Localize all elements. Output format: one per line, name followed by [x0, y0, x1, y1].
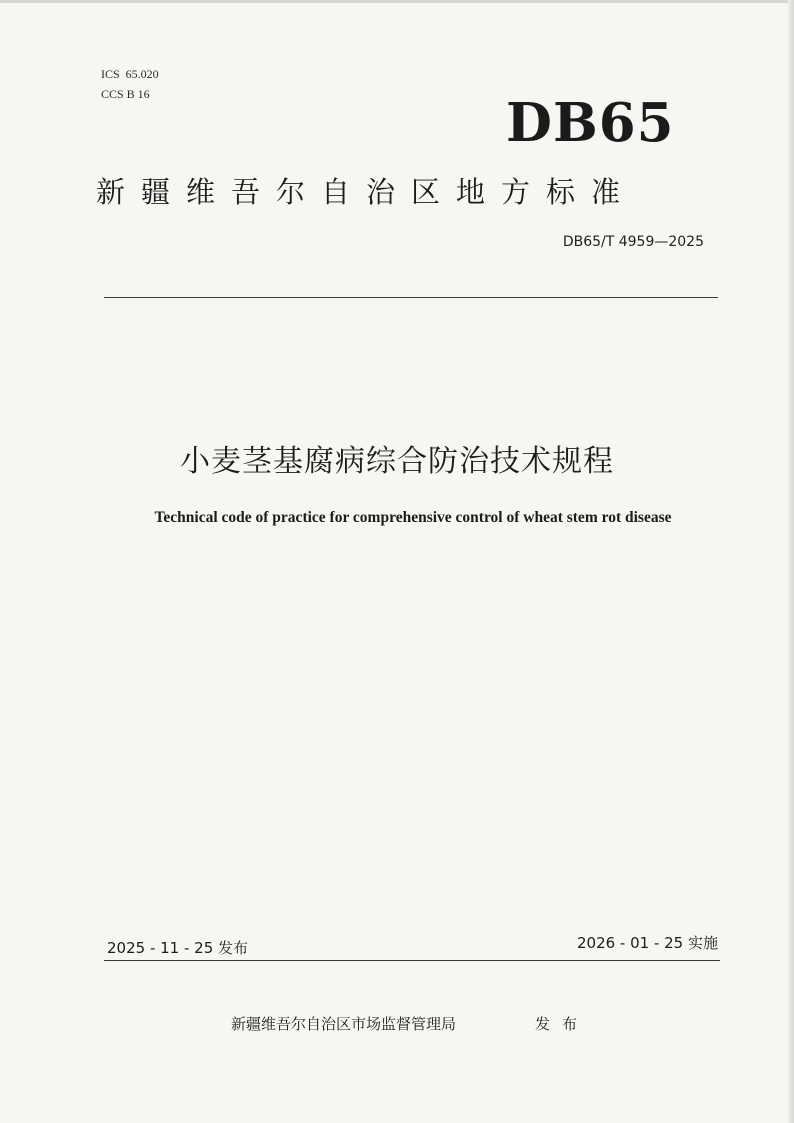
implementation-date: 2026 - 01 - 25 实施: [576, 934, 718, 952]
ccs-code: CCS B 16: [101, 87, 150, 101]
classification-codes: [101, 64, 159, 104]
publisher: 新疆维吾尔自治区市场监督管理局: [231, 1015, 457, 1033]
publish-label: 发布: [535, 1015, 590, 1033]
bottom-divider: [104, 960, 720, 961]
document-title-english: Technical code of practice for comprehensive control of wheat stem rot disease: [154, 509, 672, 526]
top-divider: [104, 297, 718, 298]
scan-edge-right: [788, 0, 794, 1123]
document-title-chinese: 小麦茎基腐病综合防治技术规程: [180, 444, 614, 479]
ics-code: ICS 65.020: [101, 67, 159, 81]
standard-number: DB65/T 4959—2025: [562, 234, 704, 250]
scan-edge-top: [0, 0, 794, 3]
db65-logo: DB65: [506, 92, 675, 154]
standard-type: 新疆维吾尔自治区地方标准: [96, 175, 637, 209]
issue-date: 2025 - 11 - 25 发布: [107, 939, 249, 957]
